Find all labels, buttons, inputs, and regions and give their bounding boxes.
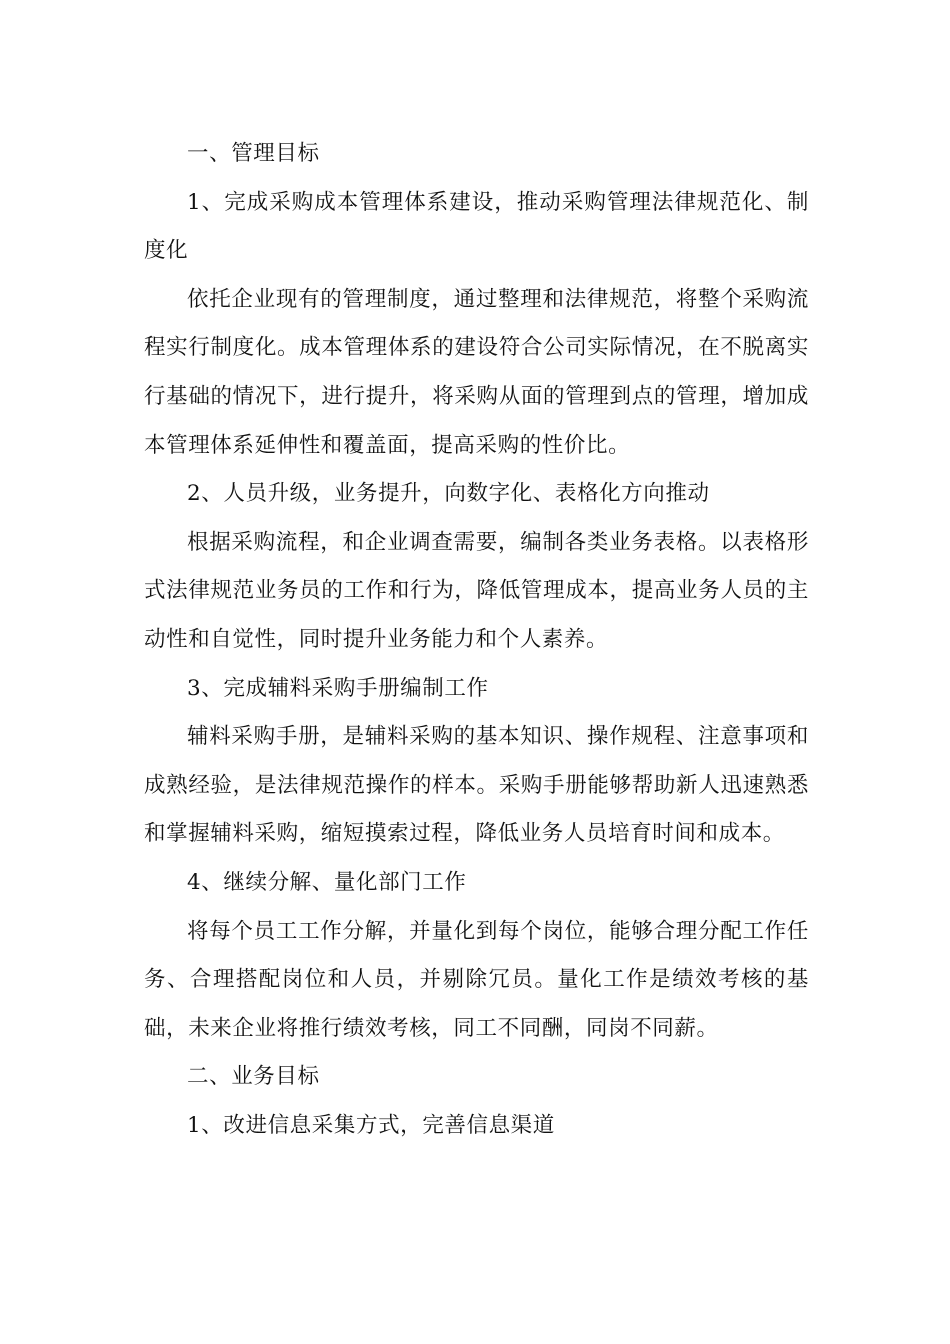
paragraph-staff-upgrade: 根据采购流程，和企业调查需要，编制各类业务表格。以表格形式法律规范业务员的工作和行为，降低管理成本，提高业务人员的主动性和自觉性，同时提升业务能力和个人素养。 xyxy=(144,529,809,652)
subheading-cost-system: 1、完成采购成本管理体系建设，推动采购管理法律规范化、制度化 xyxy=(144,189,809,264)
subheading-staff-upgrade: 2、人员升级，业务提升，向数字化、表格化方向推动 xyxy=(187,481,710,507)
paragraph-quantify-work: 将每个员工工作分解，并量化到每个岗位，能够合理分配工作任务、合理搭配岗位和人员，并剔除冗员。量化工作是绩效考核的基础，未来企业将推行绩效考核，同工不同酬，同岗不同薪。 xyxy=(144,918,809,1041)
subheading-manual: 3、完成辅料采购手册编制工作 xyxy=(187,675,489,701)
subheading-information-channel: 1、改进信息采集方式，完善信息渠道 xyxy=(187,1112,555,1138)
paragraph-manual: 辅料采购手册，是辅料采购的基本知识、操作规程、注意事项和成熟经验，是法律规范操作的样本。采购手册能够帮助新人迅速熟悉和掌握辅料采购，缩短摸索过程，降低业务人员培育时间和成本。 xyxy=(144,724,809,847)
section-heading-business-goals: 二、业务目标 xyxy=(187,1064,320,1090)
paragraph-cost-system: 依托企业现有的管理制度，通过整理和法律规范，将整个采购流程实行制度化。成本管理体系的建设符合公司实际情况，在不脱离实行基础的情况下，进行提升，将采购从面的管理到点的管理，增加成本管理体系延伸性和覆盖面，提高采购的性价比。 xyxy=(144,286,809,458)
subheading-quantify-work: 4、继续分解、量化部门工作 xyxy=(187,869,467,895)
section-heading-management-goals: 一、管理目标 xyxy=(187,141,320,166)
document-body xyxy=(144,130,809,1150)
